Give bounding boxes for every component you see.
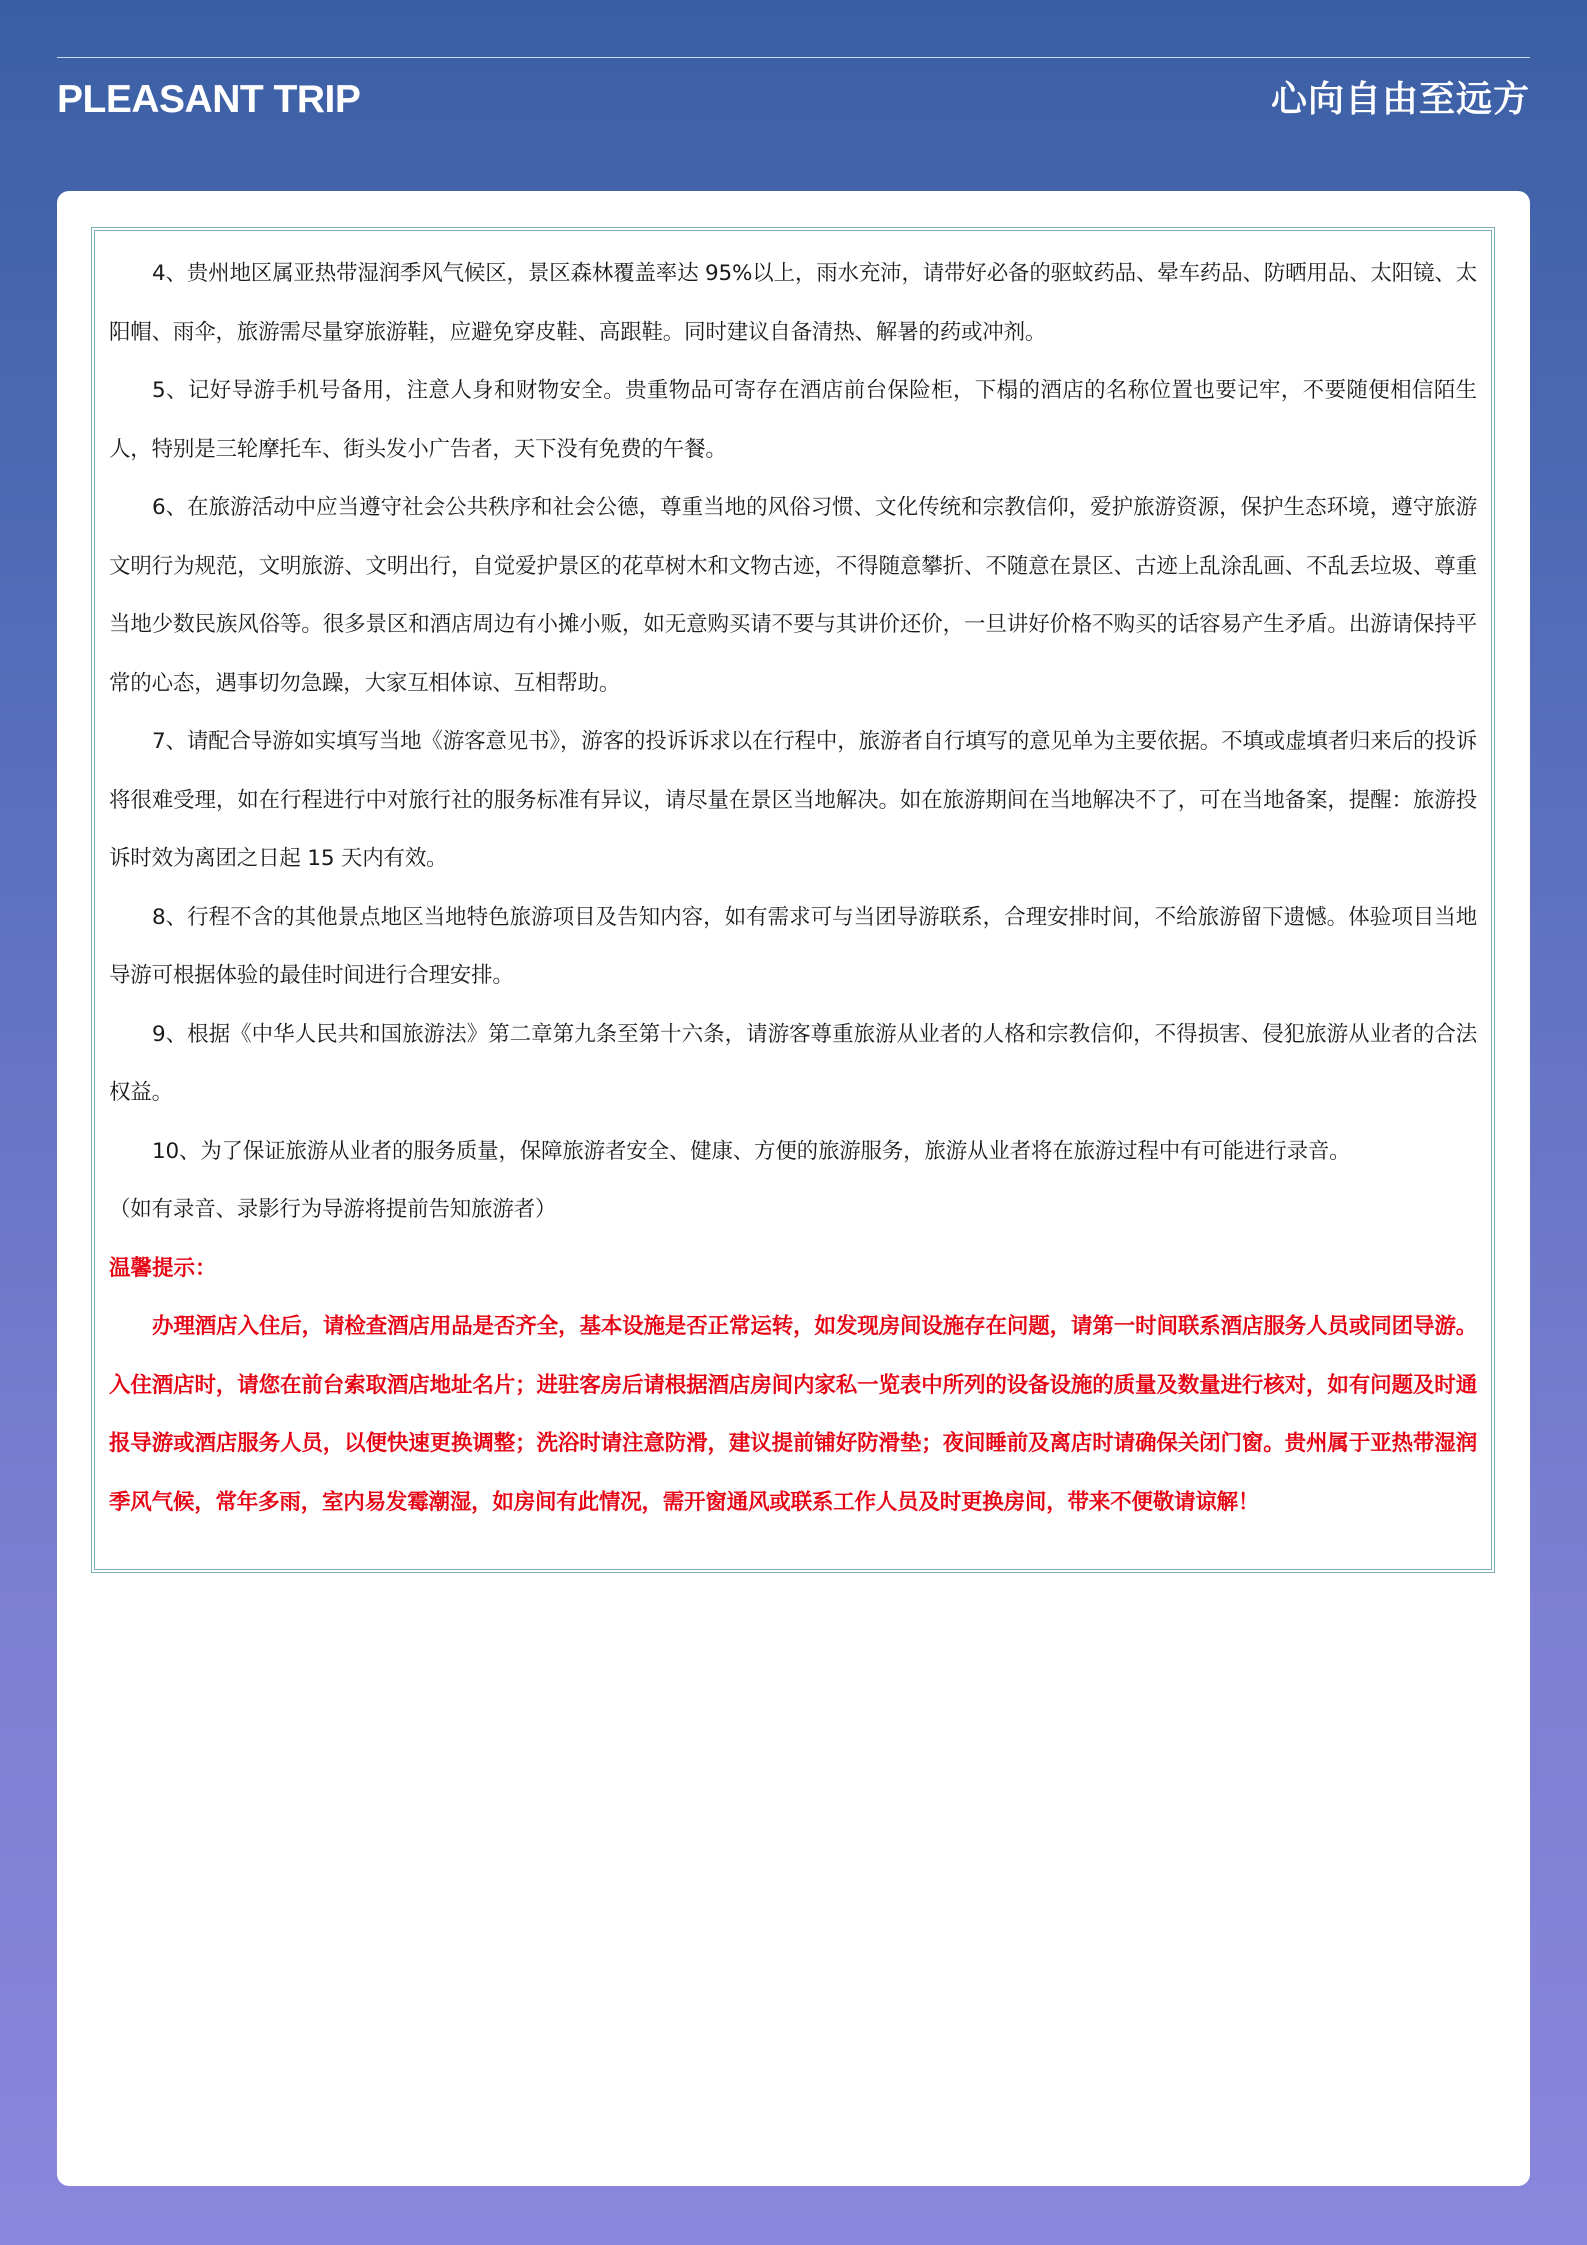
- notice-paragraph-8: 8、行程不含的其他景点地区当地特色旅游项目及告知内容，如有需求可与当团导游联系，合理安排时间，不给旅游留下遗憾。体验项目当地导游可根据体验的最佳时间进行合理安排。: [109, 904, 1477, 988]
- notice-paragraph-6: 6、在旅游活动中应当遵守社会公共秩序和社会公德，尊重当地的风俗习惯、文化传统和宗教信仰，爱护旅游资源，保护生态环境，遵守旅游文明行为规范，文明旅游、文明出行，自觉爱护景区的花草树木和文物古迹，不得随意攀折、不随意在景区、古迹上乱涂乱画、不乱丢垃圾、尊重当地少数民族风俗等。很多景区和酒店周边有小摊小贩，如无意购买请不要与其讲价还价，一旦讲好价格不购买的话容易产生矛盾。出游请保持平常的心态，遇事切勿急躁，大家互相体谅、互相帮助。: [109, 495, 1477, 696]
- brand-logo-text: PLEASANT TRIP: [57, 78, 361, 121]
- header-divider: [57, 57, 1530, 58]
- notice-paragraph-5: 5、记好导游手机号备用，注意人身和财物安全。贵重物品可寄存在酒店前台保险柜，下榻的酒店的名称位置也要记牢，不要随便相信陌生人，特别是三轮摩托车、街头发小广告者，天下没有免费的午餐。: [109, 378, 1477, 462]
- notice-paragraph-4: 4、贵州地区属亚热带湿润季风气候区，景区森林覆盖率达 95%以上，雨水充沛，请带好必备的驱蚊药品、晕车药品、防晒用品、太阳镜、太阳帽、雨伞，旅游需尽量穿旅游鞋，应避免穿皮鞋、高跟鞋。同时建议自备清热、解暑的药或冲剂。: [109, 261, 1477, 345]
- notice-box: [94, 230, 1492, 1570]
- header-slogan: 心向自由至远方: [1270, 79, 1530, 120]
- notice-paragraph-7: 7、请配合导游如实填写当地《游客意见书》，游客的投诉诉求以在行程中，旅游者自行填写的意见单为主要依据。不填或虚填者归来后的投诉将很难受理，如在行程进行中对旅行社的服务标准有异议，请尽量在景区当地解决。如在旅游期间在当地解决不了，可在当地备案，提醒：旅游投诉时效为离团之日起 15 天内有效。: [109, 729, 1477, 871]
- content-card: [57, 191, 1530, 2186]
- tips-body: 办理酒店入住后，请检查酒店用品是否齐全，基本设施是否正常运转，如发现房间设施存在问题，请第一时间联系酒店服务人员或同团导游。入住酒店时，请您在前台索取酒店地址名片；进驻客房后请根据酒店房间内家私一览表中所列的设备设施的质量及数量进行核对，如有问题及时通报导游或酒店服务人员，以便快速更换调整；洗浴时请注意防滑，建议提前铺好防滑垫；夜间睡前及离店时请确保关闭门窗。贵州属于亚热带湿润季风气候，常年多雨，室内易发霉潮湿，如房间有此情况，需开窗通风或联系工作人员及时更换房间，带来不便敬请谅解！: [109, 1314, 1477, 1515]
- notice-paragraph-9: 9、根据《中华人民共和国旅游法》第二章第九条至第十六条，请游客尊重旅游从业者的人格和宗教信仰，不得损害、侵犯旅游从业者的合法权益。: [109, 1021, 1477, 1105]
- notice-paragraph-10: 10、为了保证旅游从业者的服务质量，保障旅游者安全、健康、方便的旅游服务，旅游从业者将在旅游过程中有可能进行录音。: [152, 1138, 1351, 1164]
- tips-title: 温馨提示：: [109, 1255, 217, 1281]
- notice-paragraph-recording-note: （如有录音、录影行为导游将提前告知旅游者）: [109, 1197, 557, 1222]
